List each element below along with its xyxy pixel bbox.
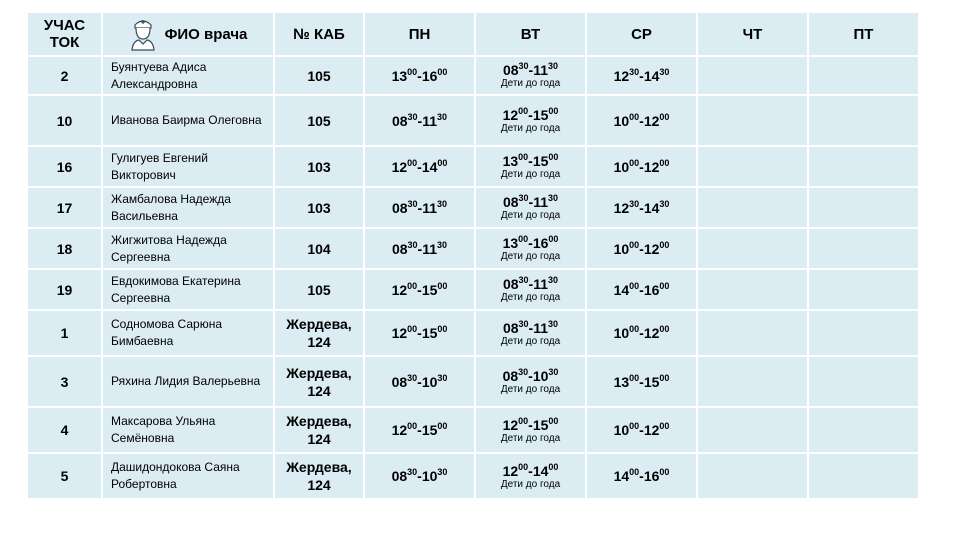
time-cell-fri (809, 147, 918, 186)
cabinet-cell: 103 (275, 147, 363, 186)
time-range: $08^{30}-10^{30}$ (391, 372, 448, 390)
header-uchastok: УЧАС ТОК (28, 13, 101, 55)
table-row (28, 147, 918, 186)
time-range: $08^{30}-11^{30}$ (391, 239, 448, 257)
uchastok-cell: 19 (28, 270, 101, 309)
time-cell-tue (476, 147, 585, 186)
uchastok-cell: 4 (28, 408, 101, 452)
table-row (28, 408, 918, 452)
doctor-icon (131, 17, 155, 55)
header-tue: ВТ (476, 13, 585, 55)
header-thu: ЧТ (698, 13, 807, 55)
time-cell-tue (476, 408, 585, 452)
time-cell-fri (809, 270, 918, 309)
time-cell-tue (476, 454, 585, 498)
table-row (28, 229, 918, 268)
time-cell-mon (365, 454, 474, 498)
time-cell-wed (587, 229, 696, 268)
time-range: $12^{30}-14^{30}$ (613, 66, 670, 84)
table-row (28, 188, 918, 227)
table-row (28, 270, 918, 309)
time-cell-thu (698, 311, 807, 355)
time-note: Дети до года (500, 432, 561, 444)
time-cell-thu (698, 454, 807, 498)
doctor-name-cell: Иванова Баирма Олеговна (103, 96, 273, 145)
doctor-name-cell: Жамбалова Надежда Васильевна (103, 188, 273, 227)
time-cell-mon (365, 311, 474, 355)
time-cell-tue (476, 229, 585, 268)
time-cell-wed (587, 357, 696, 406)
doctor-name-cell: Ряхина Лидия Валерьевна (103, 357, 273, 406)
time-cell-wed (587, 96, 696, 145)
time-cell-tue (476, 311, 585, 355)
time-cell-thu (698, 57, 807, 94)
time-range: $10^{00}-12^{00}$ (613, 239, 670, 257)
time-range: $12^{00}-14^{00}$ (502, 461, 559, 479)
time-cell-mon (365, 408, 474, 452)
cabinet-cell: Жердева, 124 (275, 408, 363, 452)
time-range: $08^{30}-11^{30}$ (502, 275, 559, 292)
time-range: $08^{30}-10^{30}$ (502, 367, 559, 384)
doctor-name-cell: Максарова Ульяна Семёновна (103, 408, 273, 452)
time-note: Дети до года (500, 384, 561, 395)
time-note: Дети до года (500, 123, 561, 134)
time-cell-thu (698, 229, 807, 268)
time-range: $12^{00}-15^{00}$ (502, 106, 559, 123)
time-range: $13^{00}-16^{00}$ (391, 66, 448, 84)
time-cell-mon (365, 229, 474, 268)
time-cell-wed (587, 147, 696, 186)
time-cell-mon (365, 188, 474, 227)
table-row (28, 96, 918, 145)
time-cell-tue (476, 96, 585, 145)
doctor-name-cell: Содномова Сарюна Бимбаевна (103, 311, 273, 355)
time-cell-wed (587, 311, 696, 355)
time-note: Дети до года (500, 210, 561, 221)
time-note: Дети до года (500, 169, 561, 180)
time-cell-mon (365, 270, 474, 309)
cabinet-cell: 105 (275, 57, 363, 94)
time-cell-wed (587, 270, 696, 309)
time-range: $12^{00}-15^{00}$ (502, 415, 559, 433)
time-cell-fri (809, 408, 918, 452)
time-range: $08^{30}-11^{30}$ (502, 318, 559, 336)
header-mon: ПН (365, 13, 474, 55)
time-cell-wed (587, 57, 696, 94)
cabinet-cell: 105 (275, 270, 363, 309)
table-row (28, 357, 918, 406)
time-range: $08^{30}-10^{30}$ (391, 467, 448, 484)
uchastok-cell: 2 (28, 57, 101, 94)
time-note: Дети до года (500, 292, 561, 303)
time-range: $10^{00}-12^{00}$ (613, 157, 670, 175)
time-range: $14^{00}-16^{00}$ (613, 467, 670, 484)
uchastok-cell: 5 (28, 454, 101, 498)
time-range: $13^{00}-15^{00}$ (613, 372, 670, 390)
cabinet-cell: Жердева, 124 (275, 454, 363, 498)
time-note: Дети до года (500, 478, 561, 490)
table-row (28, 311, 918, 355)
time-cell-thu (698, 147, 807, 186)
time-cell-mon (365, 357, 474, 406)
time-cell-fri (809, 454, 918, 498)
cabinet-cell: 105 (275, 96, 363, 145)
time-cell-thu (698, 270, 807, 309)
cabinet-cell: Жердева, 124 (275, 311, 363, 355)
time-range: $12^{00}-15^{00}$ (391, 280, 448, 298)
doctor-name-cell: Гулигуев Евгений Викторович (103, 147, 273, 186)
cabinet-cell: 103 (275, 188, 363, 227)
time-range: $10^{00}-12^{00}$ (613, 111, 670, 129)
time-cell-tue (476, 188, 585, 227)
cabinet-cell: Жердева, 124 (275, 357, 363, 406)
time-range: $08^{30}-11^{30}$ (391, 198, 448, 216)
doctor-name-cell: Дашидондокова Саяна Робертовна (103, 454, 273, 498)
time-cell-fri (809, 357, 918, 406)
time-cell-mon (365, 147, 474, 186)
time-range: $08^{30}-11^{30}$ (502, 61, 559, 78)
time-cell-wed (587, 454, 696, 498)
time-cell-fri (809, 188, 918, 227)
uchastok-cell: 1 (28, 311, 101, 355)
time-range: $10^{00}-12^{00}$ (613, 421, 670, 438)
time-cell-mon (365, 57, 474, 94)
time-range: $13^{00}-15^{00}$ (502, 152, 559, 169)
time-cell-wed (587, 408, 696, 452)
uchastok-cell: 10 (28, 96, 101, 145)
header-fri: ПТ (809, 13, 918, 55)
time-range: $08^{30}-11^{30}$ (502, 193, 559, 210)
doctor-name-cell: Жигжитова Надежда Сергеевна (103, 229, 273, 268)
time-cell-thu (698, 96, 807, 145)
time-cell-fri (809, 57, 918, 94)
time-cell-fri (809, 229, 918, 268)
time-note: Дети до года (500, 78, 561, 89)
time-range: $12^{30}-14^{30}$ (613, 198, 670, 216)
uchastok-cell: 3 (28, 357, 101, 406)
time-cell-thu (698, 188, 807, 227)
header-wed: СР (587, 13, 696, 55)
cabinet-cell: 104 (275, 229, 363, 268)
header-row (28, 13, 918, 55)
time-cell-tue (476, 270, 585, 309)
time-range: $10^{00}-12^{00}$ (613, 324, 670, 341)
time-range: $12^{00}-15^{00}$ (391, 324, 448, 341)
time-range: $14^{00}-16^{00}$ (613, 280, 670, 298)
table-row (28, 454, 918, 498)
time-cell-tue (476, 357, 585, 406)
time-cell-thu (698, 357, 807, 406)
header-fio (103, 13, 273, 55)
time-range: $08^{30}-11^{30}$ (391, 111, 448, 129)
table-row (28, 57, 918, 94)
time-range: $12^{00}-15^{00}$ (391, 421, 448, 438)
uchastok-cell: 18 (28, 229, 101, 268)
schedule-table (26, 11, 920, 500)
time-note: Дети до года (500, 251, 561, 262)
time-range: $13^{00}-16^{00}$ (502, 234, 559, 251)
time-cell-mon (365, 96, 474, 145)
time-cell-tue (476, 57, 585, 94)
uchastok-cell: 16 (28, 147, 101, 186)
time-range: $12^{00}-14^{00}$ (391, 157, 448, 175)
time-note: Дети до года (500, 335, 561, 347)
time-cell-wed (587, 188, 696, 227)
time-cell-fri (809, 96, 918, 145)
uchastok-cell: 17 (28, 188, 101, 227)
time-cell-fri (809, 311, 918, 355)
doctor-name-cell: Евдокимова Екатерина Сергеевна (103, 270, 273, 309)
header-kab: № КАБ (275, 13, 363, 55)
doctor-name-cell: Буянтуева Адиса Александровна (103, 57, 273, 94)
time-cell-thu (698, 408, 807, 452)
header-fio-label: ФИО врача (164, 25, 248, 43)
